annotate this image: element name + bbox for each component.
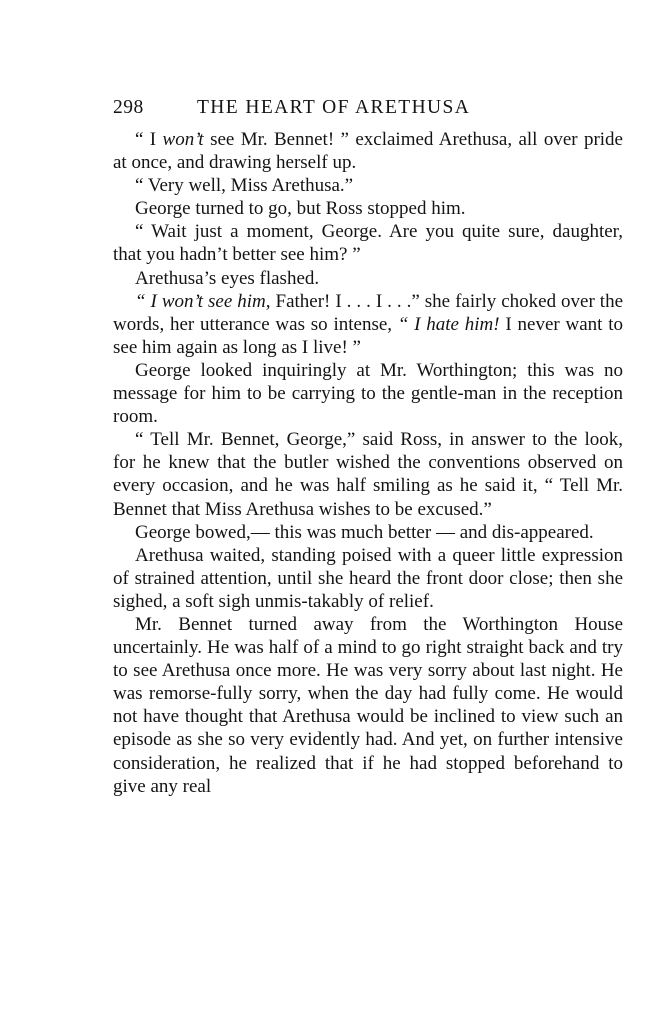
paragraph bbox=[113, 220, 623, 266]
paragraph bbox=[113, 267, 623, 290]
italic-text: “ I won’t see him, bbox=[135, 290, 271, 312]
text-run: see Mr. Bennet! ” exclaimed Arethusa, all over pride at once, and drawing herself up. bbox=[113, 129, 623, 174]
text-run: “ I bbox=[135, 129, 163, 150]
running-header bbox=[113, 94, 623, 128]
italic-text: “ I hate him! bbox=[397, 313, 500, 335]
text-run: Mr. Bennet turned away from the Worthington House uncertainly. He was half of a mind to go right straight back and try to see Arethusa once more. He was very sorry about last night. He was remorse-fully sorry, when the day had fully come. He would not have thought that Arethusa would be inclined to view such an episode as she so very evidently had. And yet, on further intensive consideration, he realized that if he had stopped beforehand to give any real bbox=[113, 613, 623, 797]
body-text bbox=[113, 128, 623, 798]
paragraph bbox=[113, 613, 623, 798]
paragraph bbox=[113, 128, 623, 174]
paragraph bbox=[113, 359, 623, 428]
paragraph bbox=[113, 428, 623, 520]
text-run: George turned to go, but Ross stopped him. bbox=[135, 198, 466, 220]
text-run: I never want to see him again as long as I live! ” bbox=[113, 313, 623, 358]
paragraph bbox=[113, 197, 623, 220]
text-run: Father! I . . . I . . .” she fairly choked over the words, her utterance was so intense, bbox=[113, 290, 624, 335]
text-run: George looked inquiringly at Mr. Worthington; this was no message for him to be carrying to the gentle-man in the reception room. bbox=[113, 359, 623, 428]
running-title: THE HEART OF ARETHUSA bbox=[197, 97, 471, 118]
text-run: Arethusa’s eyes flashed. bbox=[135, 267, 320, 289]
page-number: 298 bbox=[113, 97, 144, 118]
paragraph bbox=[113, 290, 623, 359]
text-run: Arethusa waited, standing poised with a queer little expression of strained attention, until she heard the front door close; then she sighed, a soft sigh unmis-takably of relief. bbox=[113, 544, 623, 612]
italic-text: won’t bbox=[162, 129, 204, 150]
paragraph bbox=[113, 521, 623, 544]
text-run: “ Very well, Miss Arethusa.” bbox=[135, 175, 354, 197]
book-page bbox=[113, 94, 623, 798]
text-run: George bowed,— this was much better — and dis-appeared. bbox=[135, 521, 594, 543]
paragraph bbox=[113, 544, 623, 613]
paragraph bbox=[113, 174, 623, 197]
text-run: “ Wait just a moment, George. Are you quite sure, daughter, that you hadn’t better see him? ” bbox=[113, 221, 623, 266]
text-run: “ Tell Mr. Bennet, George,” said Ross, in answer to the look, for he knew that the butler wished the conventions observed on every occasion, and he was half smiling as he said it, “ Tell Mr. Bennet that Miss Arethusa wishes to be excused.” bbox=[113, 429, 623, 520]
